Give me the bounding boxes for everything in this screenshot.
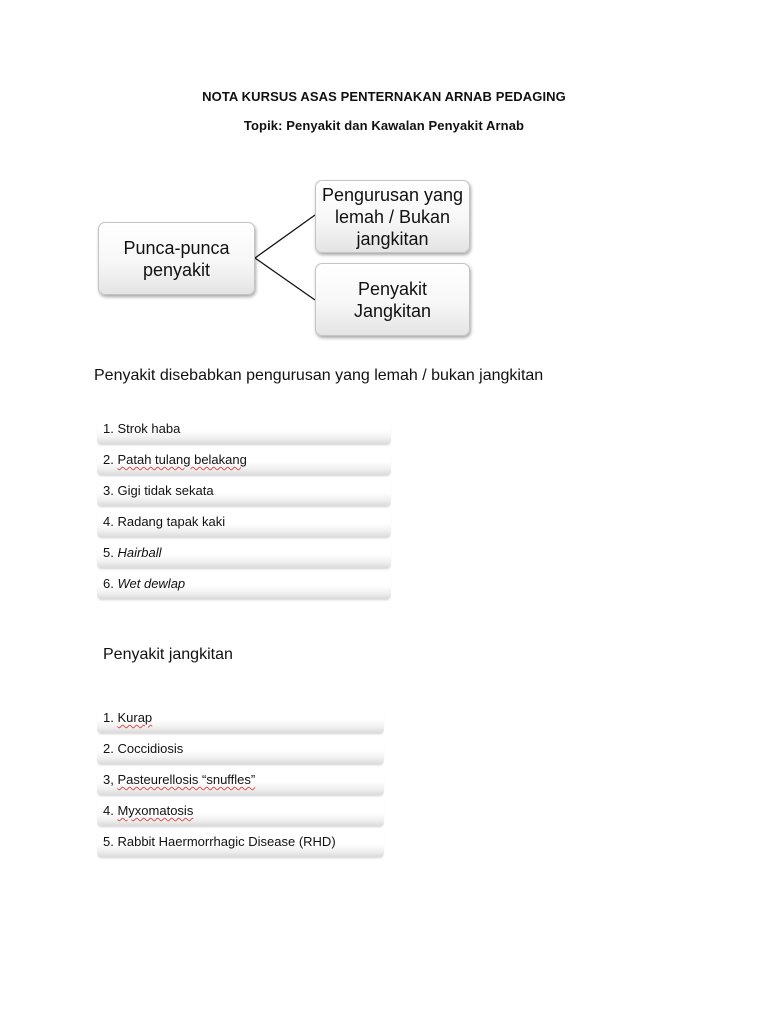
- infectious-disease-list: [97, 706, 384, 861]
- branch-bottom-line-1: Penyakit: [357, 278, 428, 299]
- list-item: [97, 479, 391, 506]
- root-line-1: Punca-punca: [123, 237, 230, 258]
- diagram-root-box: [98, 222, 255, 295]
- list-item: [97, 448, 391, 475]
- item-number: 3,: [103, 772, 114, 787]
- item-text: Kurap: [117, 710, 153, 725]
- document-title: NOTA KURSUS ASAS PENTERNAKAN ARNAB PEDAGING: [202, 89, 566, 104]
- document-subtitle: Topik: Penyakit dan Kawalan Penyakit Arnab: [243, 118, 525, 133]
- diagram-branch-bottom-box: [315, 263, 470, 336]
- list-item: [97, 510, 391, 537]
- diagram-branch-top-box: [315, 180, 470, 253]
- item-text: Wet dewlap: [117, 576, 186, 591]
- item-number: 5.: [103, 834, 114, 849]
- item-text: Patah tulang belakang: [117, 452, 247, 467]
- list-item: [97, 417, 391, 444]
- branch-top-line-2: lemah / Bukan: [334, 206, 451, 227]
- item-text: Radang tapak kaki: [117, 514, 226, 529]
- non-infectious-disease-list: [97, 417, 391, 603]
- list-item: [97, 799, 384, 826]
- item-number: 3.: [103, 483, 114, 498]
- item-text: Coccidiosis: [117, 741, 184, 756]
- item-number: 5.: [103, 545, 114, 560]
- item-number: 4.: [103, 514, 114, 529]
- item-number: 1.: [103, 421, 114, 436]
- item-number: 2.: [103, 452, 114, 467]
- item-text: Rabbit Haermorrhagic Disease (RHD): [117, 834, 336, 849]
- item-text: Strok haba: [117, 421, 181, 436]
- item-number: 1.: [103, 710, 114, 725]
- item-number: 2.: [103, 741, 114, 756]
- connector-top: [255, 215, 315, 258]
- branch-top-line-1: Pengurusan yang: [321, 184, 464, 205]
- item-number: 6.: [103, 576, 114, 591]
- branch-bottom-line-2: Jangkitan: [353, 300, 432, 321]
- list-item: [97, 768, 384, 795]
- item-number: 4.: [103, 803, 114, 818]
- list-item: [97, 830, 384, 857]
- list-item: [97, 572, 391, 599]
- list-item: [97, 737, 384, 764]
- list-item: [97, 706, 384, 733]
- branch-top-line-3: jangkitan: [356, 228, 429, 249]
- connector-bottom: [255, 258, 315, 300]
- section-heading-non-infectious: Penyakit disebabkan pengurusan yang lemah / bukan jangkitan: [94, 367, 544, 384]
- list-item: [97, 541, 391, 568]
- section-heading-infectious: Penyakit jangkitan: [103, 646, 233, 663]
- item-text: Myxomatosis: [117, 803, 194, 818]
- item-text: Gigi tidak sekata: [117, 483, 214, 498]
- item-text: Hairball: [117, 545, 162, 560]
- item-text: Pasteurellosis “snuffles”: [117, 772, 256, 787]
- root-line-2: penyakit: [142, 259, 211, 280]
